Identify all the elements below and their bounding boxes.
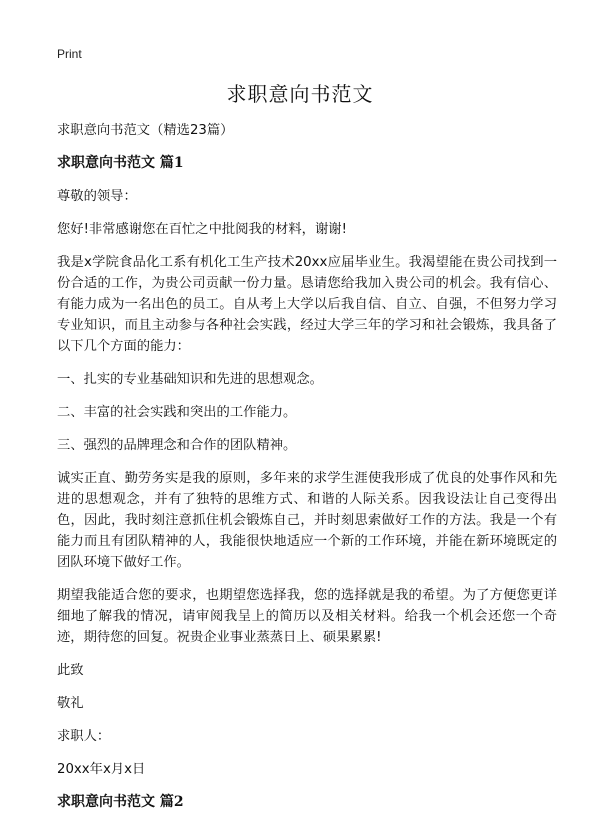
section-heading-2: 求职意向书范文 篇2 — [57, 794, 184, 810]
list-item-3: 三、强烈的品牌理念和合作的团队精神。 — [57, 438, 297, 453]
greeting: 您好!非常感谢您在百忙之中批阅我的材料，谢谢! — [57, 222, 347, 237]
print-link[interactable]: Print — [57, 47, 82, 61]
salutation: 尊敬的领导： — [57, 189, 137, 204]
paragraph-3: 期望我能适合您的要求，也期望您选择我，您的选择就是我的希望。为了方便您更详细地了解我的情况，请审阅我呈上的简历以及相关材料。给我一个机会还您一个奇迹，期待您的回复。祝贵企业事业蒸蒸日上、硕果累累! — [57, 588, 557, 645]
paragraph-2: 诚实正直、勤劳务实是我的原则，多年来的求学生涯使我形成了优良的处事作风和先进的思想观念，并有了独特的思维方式、和谐的人际关系。因我设法让自己变得出色，因此，我时刻注意抓住机会锻炼自己，并时刻思索做好工作的方法。我是一个有能力而且有团队精神的人，我能很快地适应一个新的工作环境，并能在新环境既定的团队环境下做好工作。 — [57, 471, 557, 570]
section-heading-1: 求职意向书范文 篇1 — [57, 155, 184, 171]
letter-date: 20xx年x月x日 — [57, 762, 146, 777]
list-item-1: 一、扎实的专业基础知识和先进的思想观念。 — [57, 372, 323, 387]
signer-label: 求职人： — [57, 729, 111, 744]
document-intro: 求职意向书范文（精选23篇） — [57, 123, 234, 138]
closing-line-2: 敬礼 — [57, 696, 84, 711]
list-item-2: 二、丰富的社会实践和突出的工作能力。 — [57, 405, 297, 420]
document-body — [57, 120, 557, 813]
paragraph-1: 我是x学院食品化工系有机化工生产技术20xx应届毕业生。我渴望能在贵公司找到一份合适的工作，为贵公司贡献一份力量。恳请您给我加入贵公司的机会。我有信心、有能力成为一名出色的员工。自从考上大学以后我自信、自立、自强，不但努力学习专业知识，而且主动参与各种社会实践，经过大学三年的学习和社会锻炼，我具备了以下几个方面的能力： — [57, 255, 557, 354]
document-title: 求职意向书范文 — [226, 82, 374, 106]
closing-line-1: 此致 — [57, 663, 84, 678]
